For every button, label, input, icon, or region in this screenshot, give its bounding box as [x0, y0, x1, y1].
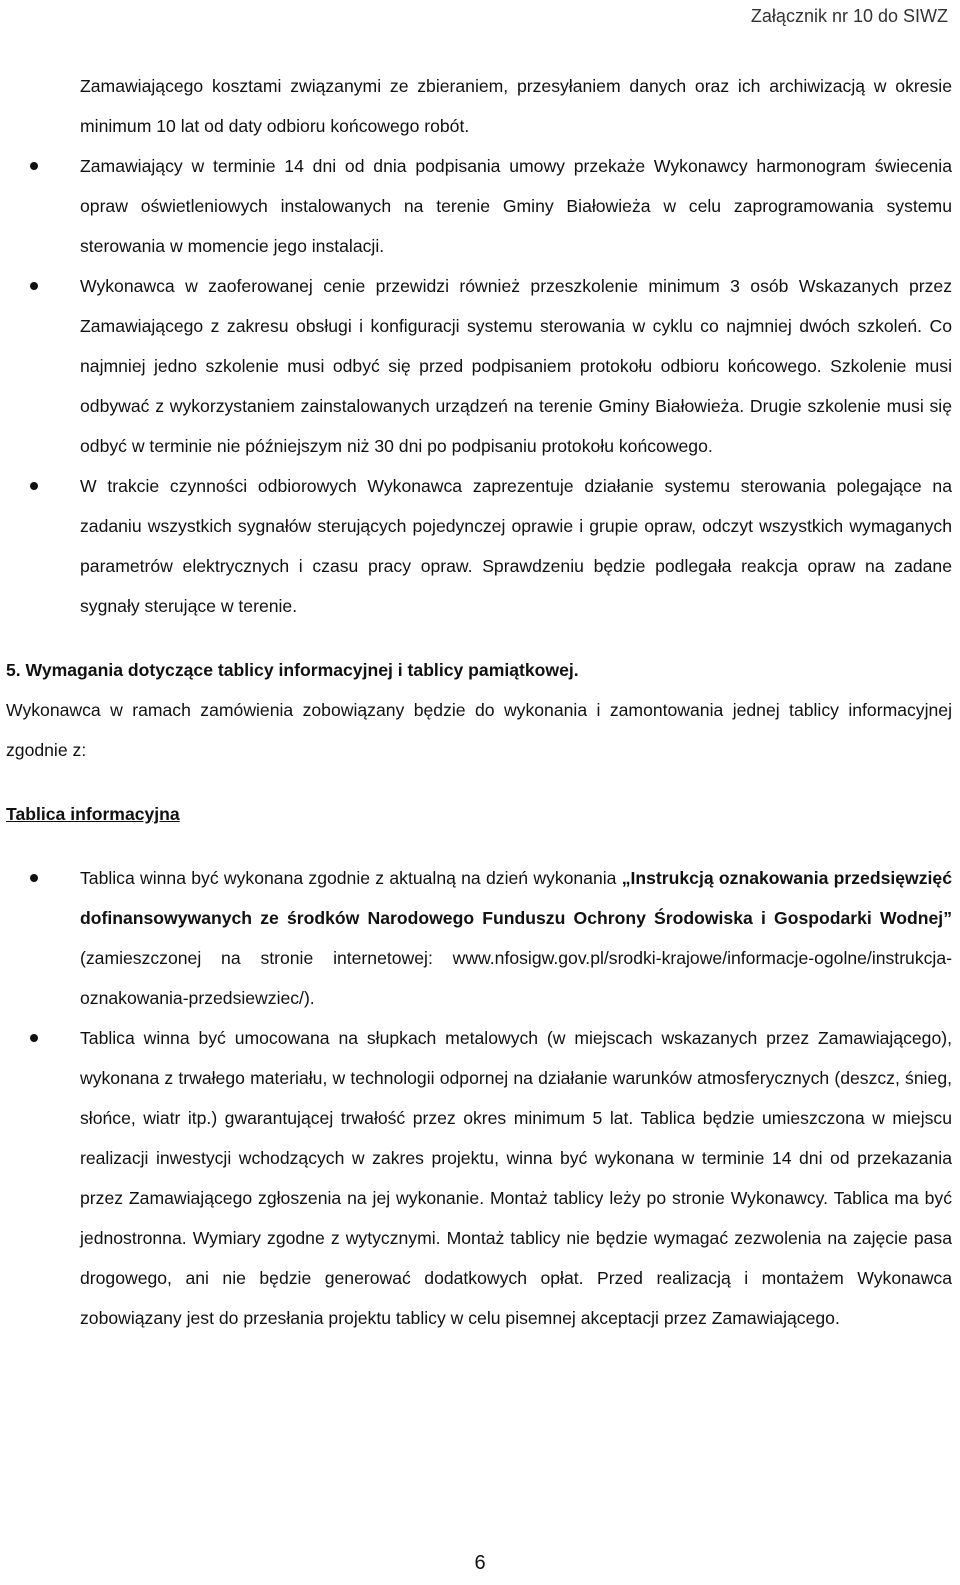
page-content	[6, 66, 952, 1338]
bullet-odbior	[6, 466, 952, 626]
page-number: 6	[474, 1552, 486, 1574]
tablica-subheading: Tablica informacyjna	[6, 804, 180, 824]
bullet-montaz	[6, 1018, 952, 1338]
intro-continuation-paragraph: Zamawiającego kosztami związanymi ze zbieraniem, przesyłaniem danych oraz ich archiwizacją w okresie minimum 10 lat od daty odbioru końcowego robót.	[80, 76, 952, 136]
bullet-text: Wykonawca w zaoferowanej cenie przewidzi również przeszkolenie minimum 3 osób Wskazanych przez Zamawiającego z zakresu obsługi i konfiguracji systemu sterowania w cyklu co najmniej dwóch szkoleń. Co najmniej jedno szkolenie musi odbyć się przed podpisaniem protokołu odbioru końcowego. Szkolenie musi odbywać z wykorzystaniem zainstalowanych urządzeń na terenie Gminy Białowieża. Drugie szkolenie musi się odbyć w terminie nie późniejszym niż 30 dni po podpisaniu protokołu końcowego.	[80, 276, 952, 456]
bullet-dot-icon	[30, 162, 38, 170]
bullet-text-part: Tablica winna być wykonana zgodnie z aktualną na dzień wykonania	[80, 868, 622, 888]
annex-label: Załącznik nr 10 do SIWZ	[750, 6, 948, 26]
section-paragraph: Wykonawca w ramach zamówienia zobowiązany będzie do wykonania i zamontowania jednej tablicy informacyjnej zgodnie z:	[6, 700, 952, 760]
bullet-text: W trakcie czynności odbiorowych Wykonawca zaprezentuje działanie systemu sterowania polegające na zadaniu wszystkich sygnałów sterujących pojedynczej oprawie i grupie opraw, odczyt wszystkich wymaganych parametrów elektrycznych i czasu pracy opraw. Sprawdzeniu będzie podlegała reakcja opraw na zadane sygnały sterujące w terenie.	[80, 476, 952, 616]
bullet-instrukcja	[6, 858, 952, 1018]
bullet-text: Zamawiający w terminie 14 dni od dnia podpisania umowy przekaże Wykonawcy harmonogram świecenia opraw oświetleniowych instalowanych na terenie Gminy Białowieża w celu zaprogramowania systemu sterowania w momencie jego instalacji.	[80, 156, 952, 256]
spacer	[6, 834, 952, 858]
spacer	[6, 770, 952, 794]
bullet-szkolenie	[6, 266, 952, 466]
bullet-harmonogram	[6, 146, 952, 266]
section-heading: 5. Wymagania dotyczące tablicy informacyjnej i tablicy pamiątkowej.	[6, 660, 579, 680]
spacer	[6, 626, 952, 650]
bullet-dot-icon	[30, 482, 38, 490]
bullet-text: Tablica winna być umocowana na słupkach metalowych (w miejscach wskazanych przez Zamawiającego), wykonana z trwałego materiału, w technologii odpornej na działanie warunków atmosferycznych (deszcz, śnieg, słońce, wiatr itp.) gwarantującej trwałość przez okres minimum 5 lat. Tablica będzie umieszczona w miejscu realizacji inwestycji wchodzących w zakres projektu, winna być wykonana w terminie 14 dni od przekazania przez Zamawiającego zgłoszenia na jej wykonanie. Montaż tablicy leży po stronie Wykonawcy. Tablica ma być jednostronna. Wymiary zgodne z wytycznymi. Montaż tablicy nie będzie wymagać zezwolenia na zajęcie pasa drogowego, ani nie będzie generować dodatkowych opłat. Przed realizacją i montażem Wykonawca zobowiązany jest do przesłania projektu tablicy w celu pisemnej akceptacji przez Zamawiającego.	[80, 1028, 952, 1328]
bullet-text	[80, 858, 952, 1018]
bullet-dot-icon	[30, 874, 38, 882]
instrukcja-title: „Instrukcją oznakowania przedsięwzięć dofinansowywanych ze środków Narodowego Funduszu Ochrony Środowiska i Gospodarki Wodnej”	[80, 868, 952, 928]
bullet-text-part: (zamieszczonej na stronie internetowej: www.nfosigw.gov.pl/srodki-krajowe/informacje-ogolne/instrukcja-oznakowania-przedsiewziec/).	[80, 948, 952, 1008]
bullet-dot-icon	[30, 282, 38, 290]
bullet-dot-icon	[30, 1034, 38, 1042]
